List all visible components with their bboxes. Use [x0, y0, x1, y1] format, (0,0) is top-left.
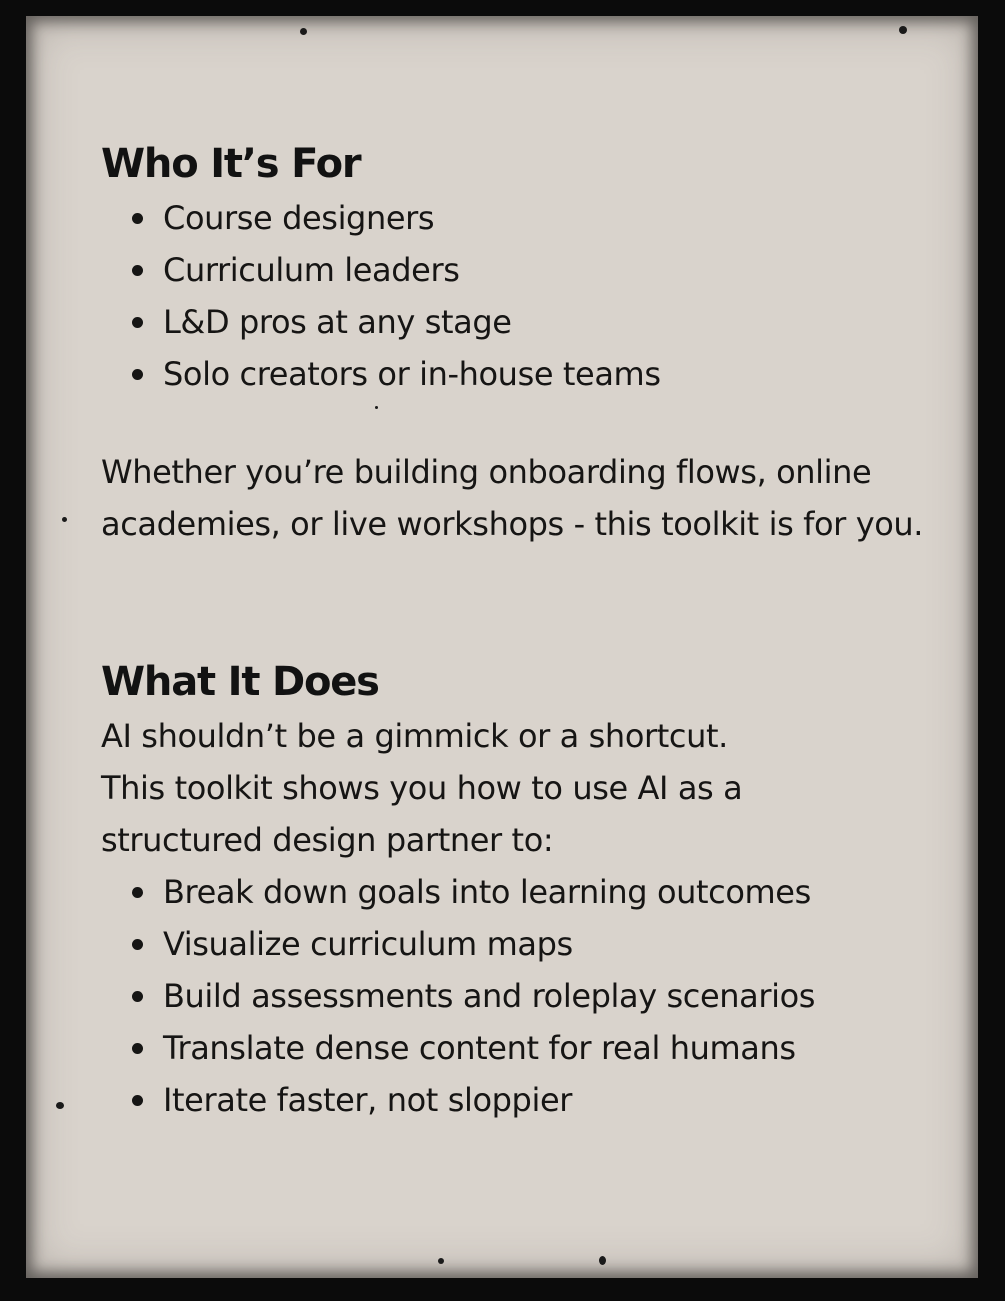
- grain-speck: [599, 1256, 606, 1265]
- who-its-for-heading: Who It’s For: [101, 141, 361, 187]
- audience-list-item: [101, 244, 941, 296]
- audience-item-text: Course designers: [163, 199, 435, 237]
- features-list: [101, 866, 941, 1126]
- document-content: [101, 136, 941, 1126]
- feature-list-item: [101, 970, 941, 1022]
- feature-item-text: Break down goals into learning outcomes: [163, 873, 811, 911]
- feature-item-text: Visualize curriculum maps: [163, 925, 573, 963]
- grain-speck: [62, 517, 67, 522]
- audience-item-text: L&D pros at any stage: [163, 303, 512, 341]
- grain-speck: [899, 26, 907, 34]
- audience-list-item: [101, 348, 941, 400]
- feature-list-item: [101, 866, 941, 918]
- intro-line-2: This toolkit shows you how to use AI as a structured design partner to:: [101, 769, 743, 859]
- bullet-icon: [132, 213, 143, 224]
- bullet-icon: [132, 939, 143, 950]
- feature-list-item: [101, 1022, 941, 1074]
- feature-item-text: Iterate faster, not sloppier: [163, 1081, 573, 1119]
- intro-line-1: AI shouldn’t be a gimmick or a shortcut.: [101, 717, 728, 755]
- bullet-icon: [132, 369, 143, 380]
- audience-paragraph: Whether you’re building onboarding flows, online academies, or live workshops - this toolkit is for you.: [101, 453, 924, 543]
- bullet-icon: [132, 265, 143, 276]
- audience-list: [101, 192, 941, 400]
- grain-speck: [56, 1102, 64, 1109]
- feature-list-item: [101, 918, 941, 970]
- what-it-does-heading: What It Does: [101, 659, 379, 705]
- what-it-does-section: [101, 654, 941, 1126]
- who-its-for-section: [101, 136, 941, 550]
- audience-list-item: [101, 192, 941, 244]
- feature-list-item: [101, 1074, 941, 1126]
- grain-speck: [438, 1258, 444, 1264]
- audience-item-text: Curriculum leaders: [163, 251, 460, 289]
- bullet-icon: [132, 317, 143, 328]
- audience-item-text: Solo creators or in-house teams: [163, 355, 661, 393]
- bullet-icon: [132, 1095, 143, 1106]
- bullet-icon: [132, 1043, 143, 1054]
- audience-list-item: [101, 296, 941, 348]
- bullet-icon: [132, 991, 143, 1002]
- feature-item-text: Build assessments and roleplay scenarios: [163, 977, 816, 1015]
- feature-item-text: Translate dense content for real humans: [163, 1029, 796, 1067]
- grain-speck: [300, 28, 307, 35]
- bullet-icon: [132, 887, 143, 898]
